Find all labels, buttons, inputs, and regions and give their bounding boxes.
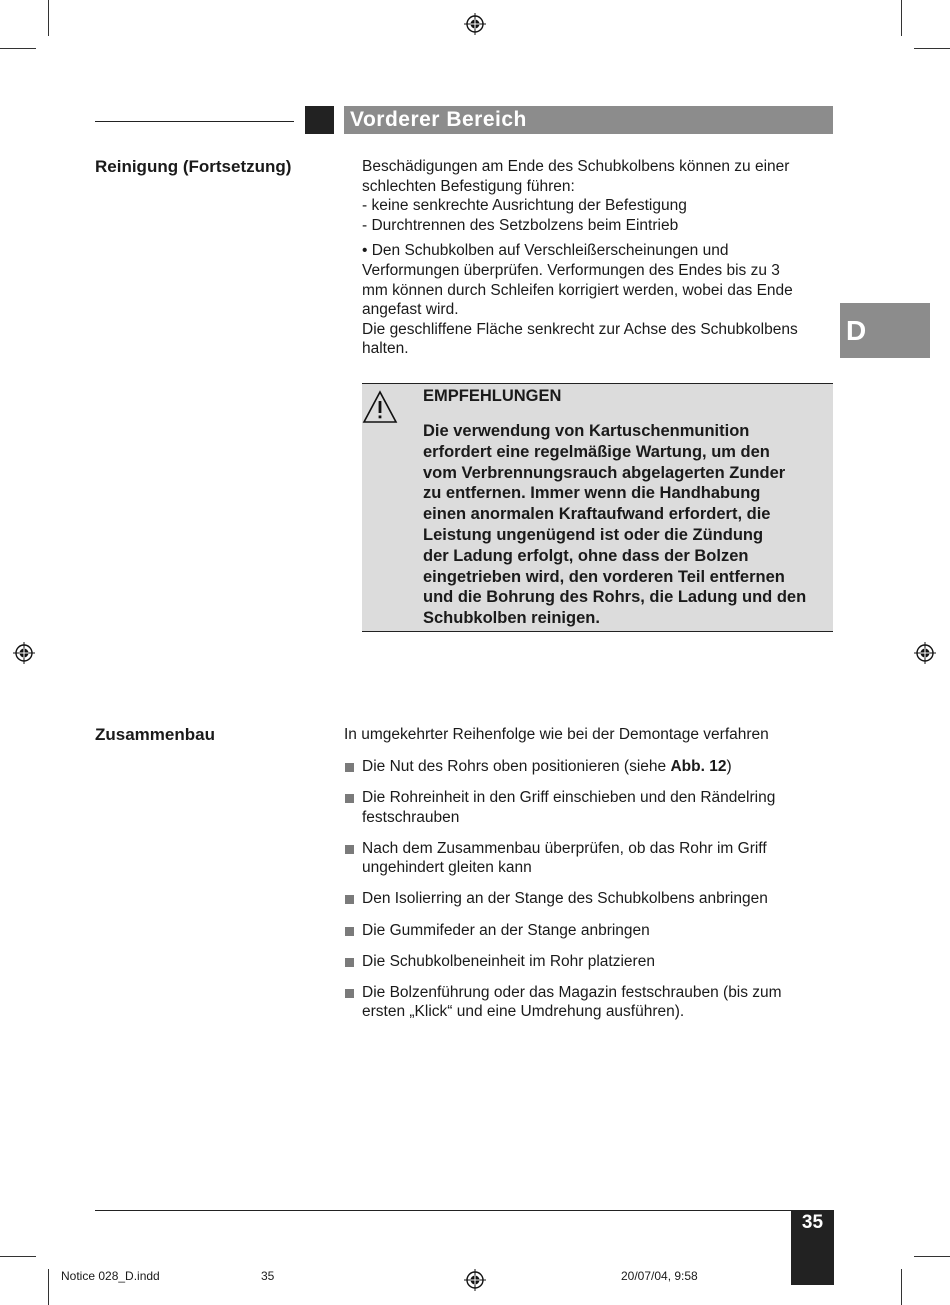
page-number: 35: [791, 1210, 834, 1285]
language-tab: D: [840, 303, 930, 358]
registration-mark-icon: [464, 1269, 486, 1291]
header-rule: [95, 121, 294, 122]
crop-mark: [0, 48, 36, 49]
text-line: Die geschliffene Fläche senkrecht zur Achse des Schubkolbens: [362, 320, 798, 338]
bullet-square-icon: [345, 845, 354, 854]
text-line: halten.: [362, 340, 409, 358]
text-line: ungehindert gleiten kann: [362, 859, 532, 877]
list-item: [344, 757, 814, 777]
crop-mark: [48, 1269, 49, 1305]
list-item: [344, 921, 814, 941]
registration-mark-icon: [464, 13, 486, 35]
crop-mark: [914, 48, 950, 49]
text-line: der Ladung erfolgt, ohne dass der Bolzen: [423, 546, 749, 565]
list-item-text: Die Nut des Rohrs oben positionieren (siehe: [362, 758, 671, 775]
bullet-square-icon: [345, 927, 354, 936]
crop-mark: [0, 1256, 36, 1257]
text-line: Die verwendung von Kartuschenmunition: [423, 422, 750, 440]
list-item: [344, 983, 814, 1022]
bullet-square-icon: [345, 989, 354, 998]
text-line: eingetrieben wird, den vorderen Teil entfernen: [423, 567, 785, 586]
registration-mark-icon: [914, 642, 936, 664]
text-line: - keine senkrechte Ausrichtung der Befestigung: [362, 197, 687, 215]
text-line: schlechten Befestigung führen:: [362, 177, 575, 195]
list-item-text: ): [726, 758, 732, 775]
header-marker: [305, 106, 334, 134]
text-line: Die Rohreinheit in den Griff einschieben und den Rändelring: [362, 789, 776, 807]
figure-reference: Abb. 12: [670, 758, 727, 775]
slug-page: 35: [261, 1269, 275, 1283]
text-line: Die Bolzenführung oder das Magazin festschrauben (bis zum: [362, 983, 782, 1001]
text-line: ersten „Klick“ und eine Umdrehung ausführen).: [362, 1003, 685, 1021]
text-line: Verformungen überprüfen. Verformungen des Endes bis zu 3: [362, 261, 780, 279]
text-line: - Durchtrennen des Setzbolzens beim Eintrieb: [362, 216, 679, 234]
footer-rule: [95, 1210, 791, 1211]
list-item: [344, 952, 814, 972]
list-item: [344, 839, 814, 878]
text-line: erfordert eine regelmäßige Wartung, um den: [423, 442, 770, 461]
crop-mark: [901, 0, 902, 36]
text-line: Den Isolierring an der Stange des Schubkolbens anbringen: [362, 890, 768, 908]
crop-mark: [48, 0, 49, 36]
text-line: einen anormalen Kraftaufwand erfordert, die: [423, 505, 771, 524]
list-item: [344, 788, 814, 827]
slug-file-name: Notice 028_D.indd: [61, 1269, 160, 1283]
text-line: Leistung ungenügend ist oder die Zündung: [423, 525, 764, 544]
bullet-square-icon: [345, 794, 354, 803]
paragraph: [362, 157, 832, 235]
text-line: vom Verbrennungsrauch abgelagerten Zunder: [423, 463, 786, 482]
section-title-cleaning: Reinigung (Fortsetzung): [95, 157, 292, 176]
section-header: Vorderer Bereich: [344, 106, 833, 134]
bullet-square-icon: [345, 763, 354, 772]
section-title-assembly: Zusammenbau: [95, 725, 215, 744]
text-line: und die Bohrung des Rohrs, die Ladung und den: [423, 588, 807, 607]
warning-text: [423, 421, 828, 629]
text-line: Die Schubkolbeneinheit im Rohr platzieren: [362, 952, 655, 970]
crop-mark: [914, 1256, 950, 1257]
warning-triangle-icon: [362, 390, 398, 424]
crop-mark: [901, 1269, 902, 1305]
text-line: festschrauben: [362, 808, 460, 826]
bullet-square-icon: [345, 958, 354, 967]
text-line: Beschädigungen am Ende des Schubkolbens können zu einer: [362, 158, 790, 175]
text-line: Nach dem Zusammenbau überprüfen, ob das Rohr im Griff: [362, 839, 767, 857]
registration-mark-icon: [13, 642, 35, 664]
warning-title: EMPFEHLUNGEN: [423, 387, 562, 405]
slug-date: 20/07/04, 9:58: [621, 1269, 698, 1283]
text-line: mm können durch Schleifen korrigiert werden, wobei das Ende: [362, 281, 793, 299]
assembly-intro: In umgekehrter Reihenfolge wie bei der Demontage verfahren: [344, 726, 769, 743]
text-line: Schubkolben reinigen.: [423, 609, 600, 628]
text-line: angefast wird.: [362, 301, 459, 319]
text-line: Die Gummifeder an der Stange anbringen: [362, 921, 650, 939]
assembly-steps: [344, 757, 814, 1033]
bullet-square-icon: [345, 895, 354, 904]
list-item: [344, 889, 814, 909]
text-line: zu entfernen. Immer wenn die Handhabung: [423, 484, 761, 503]
text-line: • Den Schubkolben auf Verschleißerscheinungen und: [362, 242, 729, 260]
paragraph: [362, 241, 832, 359]
cleaning-text: [362, 157, 832, 365]
warning-box: [362, 383, 833, 632]
